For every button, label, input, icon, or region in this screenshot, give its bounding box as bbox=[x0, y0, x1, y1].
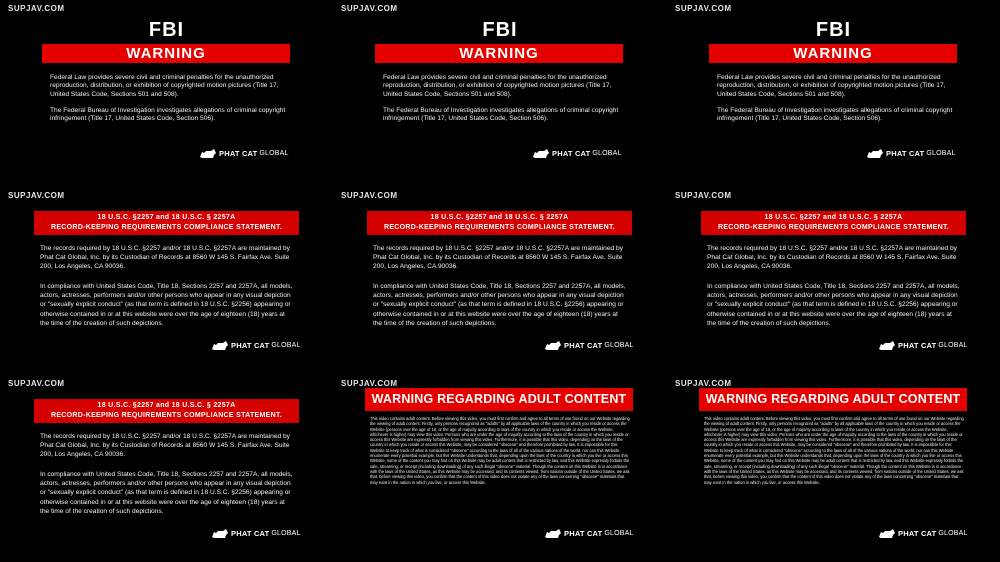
records-paragraph-2: In compliance with United States Code, Title 18, Sections 2257 and 2257A, all models, actors, actresses, performers and/or other persons who appear in any visual depiction or "sexually explicit conduct" (as that term is defined in 18 U.S.C. §2256) appearing or otherwise contained in or at this website were over the age of eighteen (18) years at the time of the creation of such depictions. bbox=[40, 471, 293, 515]
warning-banner: WARNING bbox=[42, 44, 290, 63]
logo-suffix: GLOBAL bbox=[271, 342, 301, 349]
cat-logo-icon bbox=[199, 148, 217, 159]
watermark: SUPJAV.COM bbox=[341, 191, 398, 200]
logo-suffix: GLOBAL bbox=[604, 530, 634, 537]
record-keeping-panel bbox=[0, 375, 333, 562]
cat-logo-icon bbox=[544, 340, 562, 351]
watermark: SUPJAV.COM bbox=[675, 4, 732, 13]
logo-name: PHAT CAT bbox=[898, 529, 937, 538]
logo-name: PHAT CAT bbox=[552, 149, 591, 158]
record-keeping-panel bbox=[0, 187, 333, 375]
warning-banner: WARNING bbox=[375, 44, 623, 63]
records-paragraph-1: The records required by 18 U.S.C. §2257 and/or 18 U.S.C. §2257A are maintained by Phat Cat Global, Inc. by its Custodian of Records at 8560 W 145 S. Fairfax Ave. Suite 200, Los Angeles, CA 90036. bbox=[373, 245, 623, 271]
fbi-paragraph-1: Federal Law provides severe civil and criminal penalties for the unauthorized reproduction, distribution, or exhibition of copyrighted motion pictures (Title 17, United States Code, Sections 501 and 508). bbox=[50, 74, 279, 98]
cat-logo-icon bbox=[211, 528, 229, 539]
banner-line-2: RECORD-KEEPING REQUIREMENTS COMPLIANCE STATEMENT. bbox=[383, 224, 616, 231]
watermark: SUPJAV.COM bbox=[8, 191, 65, 200]
fbi-paragraph-2: The Federal Bureau of Investigation investigates allegations of criminal copyright infringement (Title 17, United States Code, Section 506). bbox=[50, 107, 286, 123]
watermark: SUPJAV.COM bbox=[675, 379, 732, 388]
phat-cat-logo bbox=[878, 528, 968, 539]
logo-suffix: GLOBAL bbox=[938, 342, 968, 349]
record-keeping-panel bbox=[667, 187, 1000, 375]
cat-logo-icon bbox=[532, 148, 550, 159]
logo-suffix: GLOBAL bbox=[259, 150, 289, 157]
banner-line-1: 18 U.S.C. §2257 and 18 U.S.C. § 2257A bbox=[97, 214, 236, 221]
watermark: SUPJAV.COM bbox=[8, 4, 65, 13]
adult-warning-text: This video contains adult content. Before viewing this video, you must first confirm and agree to all terms of use found on our Website regarding the viewing of adult content. Firstly, only persons recognized as "adults" by all applicable laws of the country in which you reside or access the Website (persons over the age of 18, or the age of majority according to laws of the country in which you reside or access the Website, whichever is higher) may view this video. Persons who are under the age of majority according to the laws of the country in which you reside or access this Website are expressly forbidden from viewing this video. Furthermore, it is possible that this video, depending on the laws of the country in which you reside or access this Website, may be considered "obscene" and therefore prohibited by law. It is impossible for this Website to keep track of what is considered "obscene" according to the laws of all of the various nations of the world, nor can this Website enumerate every potential example, but this Website understands that, depending upon the laws of the country in which you live or access this Website, some of the content you may find on this Website may be adult content that is restricted by law, and this Website expressly forbids the sale, streaming, or receipt (including downloading) of any such illegal "obscene" material. Though the content on this Website is in accordance with the laws of the United States, as this Website may be accessed, and its contents viewed, from nations outside of the United States, we ask that, before viewing this video, you confirm that the content of this video does not violate any of the laws concerning "obscene" materials that may exist in the nation in which you live, or access this Website. bbox=[704, 416, 964, 485]
phat-cat-logo bbox=[544, 528, 634, 539]
phat-cat-logo bbox=[199, 148, 289, 159]
logo-name: PHAT CAT bbox=[564, 341, 603, 350]
fbi-paragraph-2: The Federal Bureau of Investigation investigates allegations of criminal copyright infringement (Title 17, United States Code, Section 506). bbox=[717, 107, 953, 123]
logo-suffix: GLOBAL bbox=[592, 150, 622, 157]
cat-logo-icon bbox=[878, 528, 896, 539]
adult-warning-banner: WARNING REGARDING ADULT CONTENT bbox=[699, 388, 967, 411]
cat-logo-icon bbox=[866, 148, 884, 159]
logo-name: PHAT CAT bbox=[231, 341, 270, 350]
phat-cat-logo bbox=[878, 340, 968, 351]
cat-logo-icon bbox=[211, 340, 229, 351]
record-keeping-banner bbox=[34, 211, 299, 235]
logo-suffix: GLOBAL bbox=[926, 150, 956, 157]
adult-warning-text: This video contains adult content. Before viewing this video, you must first confirm and agree to all terms of use found on our Website regarding the viewing of adult content. Firstly, only persons recognized as "adults" by all applicable laws of the country in which you reside or access the Website (persons over the age of 18, or the age of majority according to laws of the country in which you reside or access the Website, whichever is higher) may view this video. Persons who are under the age of majority according to the laws of the country in which you reside or access this Website are expressly forbidden from viewing this video. Furthermore, it is possible that this video, depending on the laws of the country in which you reside or access this Website, may be considered "obscene" and therefore prohibited by law. It is impossible for this Website to keep track of what is considered "obscene" according to the laws of all of the various nations of the world, nor can this Website enumerate every potential example, but this Website understands that, depending upon the laws of the country in which you live or access this Website, some of the content you may find on this Website may be adult content that is restricted by law, and this Website expressly forbids the sale, streaming, or receipt (including downloading) of any such illegal "obscene" material. Though the content on this Website is in accordance with the laws of the United States, as this Website may be accessed, and its contents viewed, from nations outside of the United States, we ask that, before viewing this video, you confirm that the content of this video does not violate any of the laws concerning "obscene" materials that may exist in the nation in which you live, or access this Website. bbox=[370, 416, 630, 485]
cat-logo-icon bbox=[544, 528, 562, 539]
banner-line-2: RECORD-KEEPING REQUIREMENTS COMPLIANCE STATEMENT. bbox=[50, 224, 283, 231]
logo-suffix: GLOBAL bbox=[604, 342, 634, 349]
records-paragraph-2: In compliance with United States Code, Title 18, Sections 2257 and 2257A, all models, actors, actresses, performers and/or other persons who appear in any visual depiction or "sexually explicit conduct" (as that term is defined in 18 U.S.C. §2256) appearing or otherwise contained in or at this website were over the age of eighteen (18) years at the time of the creation of such depictions. bbox=[707, 283, 960, 327]
records-paragraph-1: The records required by 18 U.S.C. §2257 and/or 18 U.S.C. §2257A are maintained by Phat Cat Global, Inc. by its Custodian of Records at 8560 W 145 S. Fairfax Ave. Suite 200, Los Angeles, CA 90036. bbox=[707, 245, 957, 271]
phat-cat-logo bbox=[211, 340, 301, 351]
banner-line-2: RECORD-KEEPING REQUIREMENTS COMPLIANCE STATEMENT. bbox=[50, 412, 283, 419]
adult-content-panel bbox=[667, 375, 1000, 562]
record-keeping-panel bbox=[333, 187, 667, 375]
fbi-paragraph-1: Federal Law provides severe civil and criminal penalties for the unauthorized reproduction, distribution, or exhibition of copyrighted motion pictures (Title 17, United States Code, Sections 501 and 508). bbox=[383, 74, 612, 98]
phat-cat-logo bbox=[544, 340, 634, 351]
logo-suffix: GLOBAL bbox=[938, 530, 968, 537]
fbi-paragraph-2: The Federal Bureau of Investigation investigates allegations of criminal copyright infringement (Title 17, United States Code, Section 506). bbox=[383, 107, 619, 123]
phat-cat-logo bbox=[532, 148, 622, 159]
fbi-title: FBI bbox=[148, 19, 185, 41]
warning-banner: WARNING bbox=[709, 44, 957, 63]
banner-line-2: RECORD-KEEPING REQUIREMENTS COMPLIANCE STATEMENT. bbox=[717, 224, 950, 231]
adult-warning-banner: WARNING REGARDING ADULT CONTENT bbox=[365, 388, 633, 411]
logo-name: PHAT CAT bbox=[898, 341, 937, 350]
logo-name: PHAT CAT bbox=[231, 529, 270, 538]
record-keeping-banner bbox=[34, 399, 299, 423]
watermark: SUPJAV.COM bbox=[341, 379, 398, 388]
banner-line-1: 18 U.S.C. §2257 and 18 U.S.C. § 2257A bbox=[97, 402, 236, 409]
records-paragraph-2: In compliance with United States Code, Title 18, Sections 2257 and 2257A, all models, actors, actresses, performers and/or other persons who appear in any visual depiction or "sexually explicit conduct" (as that term is defined in 18 U.S.C. §2256) appearing or otherwise contained in or at this website were over the age of eighteen (18) years at the time of the creation of such depictions. bbox=[40, 283, 293, 327]
watermark: SUPJAV.COM bbox=[341, 4, 398, 13]
banner-line-1: 18 U.S.C. §2257 and 18 U.S.C. § 2257A bbox=[430, 214, 569, 221]
banner-line-1: 18 U.S.C. §2257 and 18 U.S.C. § 2257A bbox=[764, 214, 903, 221]
watermark: SUPJAV.COM bbox=[8, 379, 65, 388]
watermark: SUPJAV.COM bbox=[675, 191, 732, 200]
cat-logo-icon bbox=[878, 340, 896, 351]
logo-name: PHAT CAT bbox=[219, 149, 258, 158]
records-paragraph-1: The records required by 18 U.S.C. §2257 and/or 18 U.S.C. §2257A are maintained by Phat Cat Global, Inc. by its Custodian of Records at 8560 W 145 S. Fairfax Ave. Suite 200, Los Angeles, CA 90036. bbox=[40, 245, 290, 271]
records-paragraph-1: The records required by 18 U.S.C. §2257 and/or 18 U.S.C. §2257A are maintained by Phat Cat Global, Inc. by its Custodian of Records at 8560 W 145 S. Fairfax Ave. Suite 200, Los Angeles, CA 90036. bbox=[40, 433, 290, 459]
adult-content-panel bbox=[333, 375, 667, 562]
fbi-warning-panel bbox=[333, 0, 667, 187]
fbi-paragraph-1: Federal Law provides severe civil and criminal penalties for the unauthorized reproduction, distribution, or exhibition of copyrighted motion pictures (Title 17, United States Code, Sections 501 and 508). bbox=[717, 74, 946, 98]
record-keeping-banner bbox=[367, 211, 632, 235]
logo-suffix: GLOBAL bbox=[271, 530, 301, 537]
record-keeping-banner bbox=[701, 211, 966, 235]
records-paragraph-2: In compliance with United States Code, Title 18, Sections 2257 and 2257A, all models, actors, actresses, performers and/or other persons who appear in any visual depiction or "sexually explicit conduct" (as that term is defined in 18 U.S.C. §2256) appearing or otherwise contained in or at this website were over the age of eighteen (18) years at the time of the creation of such depictions. bbox=[373, 283, 626, 327]
fbi-warning-panel bbox=[0, 0, 333, 187]
fbi-title: FBI bbox=[815, 19, 852, 41]
logo-name: PHAT CAT bbox=[564, 529, 603, 538]
fbi-title: FBI bbox=[482, 19, 518, 41]
phat-cat-logo bbox=[866, 148, 956, 159]
fbi-warning-panel bbox=[667, 0, 1000, 187]
logo-name: PHAT CAT bbox=[886, 149, 925, 158]
phat-cat-logo bbox=[211, 528, 301, 539]
